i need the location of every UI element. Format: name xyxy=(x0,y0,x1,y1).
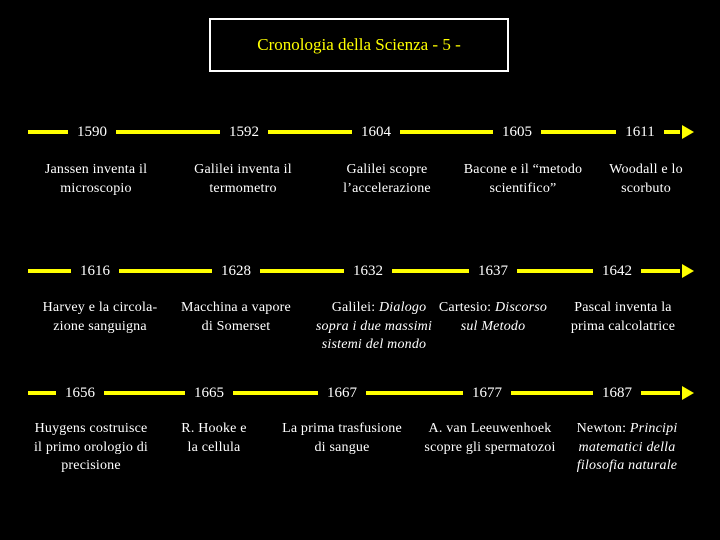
year-label: 1616 xyxy=(71,262,119,280)
year-label: 1592 xyxy=(220,123,268,141)
year-label: 1687 xyxy=(593,384,641,402)
year-label: 1656 xyxy=(56,384,104,402)
event-description: Cartesio: Discorso sul Metodo xyxy=(438,300,548,334)
year-label: 1590 xyxy=(68,123,116,141)
event-description: Galilei scopre l’accelerazione xyxy=(343,162,431,196)
year-label: 1611 xyxy=(616,123,664,141)
arrow-right-icon xyxy=(682,125,694,139)
event-description: Woodall e lo scorbuto xyxy=(609,162,683,196)
year-label: 1665 xyxy=(185,384,233,402)
arrow-right-icon xyxy=(682,264,694,278)
event-description: Galilei: Dialogo sopra i due massimi sistemi del mondo xyxy=(315,300,433,352)
event-description: Janssen inventa il microscopio xyxy=(44,162,148,196)
year-label: 1628 xyxy=(212,262,260,280)
event-description: Pascal inventa la prima calcolatrice xyxy=(570,300,676,334)
year-label: 1632 xyxy=(344,262,392,280)
event-description: Bacone e il “metodo scientifico” xyxy=(463,162,583,196)
event-description: Harvey e la circola- zione sanguigna xyxy=(42,300,158,334)
year-label: 1637 xyxy=(469,262,517,280)
arrow-right-icon xyxy=(682,386,694,400)
event-description: Galilei inventa il termometro xyxy=(194,162,292,196)
year-label: 1677 xyxy=(463,384,511,402)
title-box xyxy=(209,18,509,72)
event-description: R. Hooke e la cellula xyxy=(181,421,247,455)
year-label: 1605 xyxy=(493,123,541,141)
year-label: 1667 xyxy=(318,384,366,402)
event-description: La prima trasfusione di sangue xyxy=(282,421,402,455)
event-description: Newton: Principi matematici della filosofia naturale xyxy=(576,421,678,473)
page-title: Cronologia della Scienza - 5 - xyxy=(257,35,461,54)
event-description: Huygens costruisce il primo orologio di precisione xyxy=(33,421,149,473)
event-description: Macchina a vapore di Somerset xyxy=(181,300,291,334)
year-label: 1604 xyxy=(352,123,400,141)
year-label: 1642 xyxy=(593,262,641,280)
event-description: A. van Leeuwenhoek scopre gli spermatozoi xyxy=(424,421,556,455)
